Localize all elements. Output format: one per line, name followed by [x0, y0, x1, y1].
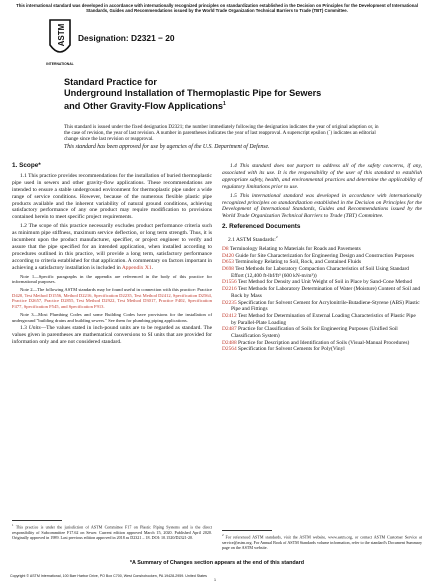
footnote-1: This practice is under the jurisdiction of ASTM Committee F17 on Plastic Piping Systems and is the direct responsibility of Subcommittee F17.62 on Sewer. Current edition approved March 15, 2020. Published April 2020. Originally approved in 1989. Last previous edition approved in 2018 as D2321 – 18. DOI: 10.1520/D2321-20. [12, 524, 213, 540]
reference-title: Test Methods for Laboratory Determination of Water (Moisture) Content of Soil and Rock by Mass [231, 286, 421, 299]
reference-item [222, 253, 422, 260]
reference-item [222, 313, 422, 326]
note-1: Note 1—Specific paragraphs in the appendix are referenced in the body of this practice for informational purposes. [12, 273, 212, 285]
reference-code-link[interactable]: D698 [222, 266, 234, 272]
reference-item [222, 259, 422, 266]
designation: Designation: D2321 − 20 [78, 33, 175, 43]
section-1-5: 1.5 This international standard was developed in accordance with internationally recognized principles on standardization established in the Decision on Principles for the Development of International Standards, Guides and Recommendations issued by the World Trade Organization Technical Barriers to Trade (TBT) Committee. [222, 192, 422, 220]
reference-item [222, 246, 422, 253]
astm-logo [48, 17, 72, 69]
svg-text:ASTM: ASTM [57, 23, 66, 47]
footnote-2: For referenced ASTM standards, visit the ASTM website, www.astm.org, or contact ASTM Customer Service at service@astm.org. For Annual Book of ASTM Standards volume information, refer to the standard's Document Summary page on the ASTM website. [222, 534, 422, 550]
approval-statement: This standard has been approved for use by agencies of the U.S. Department of Defense. [64, 144, 270, 150]
issuance-statement: This standard is issued under the fixed designation D2321; the number immediately following the designation indicates the year of original adoption or, in the case of revision, the year of last revision. A number in parentheses indicates the year of last reapproval. A superscript epsilon (´) indicates an editorial change since the last revision or reapproval. [64, 124, 379, 143]
footnote-divider-right [222, 530, 272, 531]
note-2-references[interactable]: D420, Test Method D1556, Method D2216, Specification D2235, Test Method D2412, Specification D2564, Practice D2657, Practice D2855, Test Method D2922, Test Method D3017, Practice F402, Specification F477, Specification F545, and Specification F913. [12, 292, 212, 310]
title-line-2: Underground Installation of Thermoplastic Pipe for Sewers [64, 88, 322, 98]
reference-title: Specification for Solvent Cements for Poly(Vinyl [238, 346, 345, 353]
reference-code-link[interactable]: D2564 [222, 346, 237, 353]
reference-title: Terminology Relating to Soil, Rock, and Contained Fluids [235, 259, 362, 266]
standards-notice: This international standard was developed in accordance with internationally recognized principles on standardization established in the Decision on Principles for the Development of International Standards, Guides and Recommendations issued by the World Trade Organization Technical Barriers to Trade (TBT) Committee. [16, 3, 418, 14]
section-1-3: 1.3 Units—The values stated in inch-pound units are to be regarded as standard. The values given in parentheses are mathematical conversions to SI units that are provided for information only and are not considered standard. [12, 325, 213, 346]
reference-code-link[interactable]: D2216 [222, 286, 237, 293]
reference-title: Test Method for Determination of External Loading Characteristics of Plastic Pipe by Parallel-Plate Loading [231, 312, 416, 326]
reference-code-link[interactable]: D8 [222, 245, 229, 252]
reference-code-link[interactable]: D653 [222, 259, 234, 266]
scope-heading: 1. Scope* [12, 162, 41, 169]
reference-item [222, 266, 422, 279]
footnote-divider [12, 520, 62, 521]
reference-title: Specification for Solvent Cement for Acrylonitrile-Butadiene-Styrene (ABS) Plastic Pipe and Fittings [231, 299, 420, 313]
referenced-documents-heading: 2. Referenced Documents [222, 223, 301, 231]
document-title [64, 77, 384, 112]
reference-code-link[interactable]: D420 [222, 252, 234, 259]
right-footnote: $^2$ For referenced ASTM standards, visit the ASTM website, www.astm.org, or contact ASTM Customer Service at service@astm.org. For Annual Book of ASTM Standards volume information, refer to the standard's Document Summary page on the ASTM website. [222, 530, 422, 550]
reference-code-link[interactable]: D2488 [222, 339, 237, 346]
reference-item [222, 346, 422, 353]
reference-title: Practice for Description and Identification of Soils (Visual-Manual Procedures) [238, 339, 410, 346]
reference-code-link[interactable]: D2487 [222, 326, 237, 333]
left-column [12, 163, 212, 348]
svg-text:INTERNATIONAL: INTERNATIONAL [46, 62, 74, 66]
section-1-1: 1.1 This practice provides recommendations for the installation of buried thermoplastic pipe used in sewers and other gravity-flow applications. These recommendations are intended to ensure a stable underground environment for thermoplastic pipe under a wide range of service conditions. However, because of the numerous flexible plastic pipe products available and the inherent variability of natural ground conditions, achieving satisfactory performance of any one product may require modification to provisions contained herein to meet specific project requirements. [12, 172, 212, 221]
reference-item [222, 300, 422, 313]
reference-code-link[interactable]: D1556 [222, 279, 237, 286]
reference-title: Terminology Relating to Materials for Roads and Pavements [229, 245, 361, 252]
reference-code-link[interactable]: D2412 [222, 312, 237, 319]
right-column [222, 163, 422, 353]
astm-standards-label: 2.1 ASTM Standards:$^2$ [228, 235, 278, 243]
page-number: 1 [214, 578, 216, 582]
note-3: Note 3—Most Plumbing Codes and some Building Codes have provisions for the installation of underground "building drains and building sewers." See them for plumbing piping applications. [12, 311, 212, 323]
reference-item [222, 326, 422, 339]
reference-item [222, 286, 422, 299]
reference-list [222, 246, 422, 353]
appendix-x1-link[interactable]: Appendix X1 [121, 264, 152, 271]
title-line-1: Standard Practice for [64, 77, 157, 87]
summary-of-changes-note: *A Summary of Changes section appears at the end of this standard [129, 560, 305, 566]
copyright-line: Copyright © ASTM International, 100 Barr Harbor Drive, PO Box C700, West Conshohocken, PA 19428-2959. United States [10, 574, 207, 578]
left-footnote: $^1$ This practice is under the jurisdiction of ASTM Committee F17 on Plastic Piping Systems and is the direct responsibility of Subcommittee F17.62 on Sewer. Current edition approved March 15, 2020. Published April 2020. Originally approved in 1989. Last previous edition approved in 2018 as D2321 – 18. DOI: 10.1520/D2321-20. [12, 520, 212, 540]
reference-title: Guide for Site Characterization for Engineering Design and Construction Purposes [235, 252, 414, 259]
reference-code-link[interactable]: D2235 [222, 299, 237, 306]
title-line-3: and Other Gravity-Flow Applications [64, 101, 223, 112]
reference-title: Test Method for Density and Unit Weight of Soil in Place by Sand-Cone Method [237, 279, 413, 286]
reference-title: Practice for Classification of Soils for Engineering Purposes (Unified Soil Classification System) [231, 326, 398, 340]
title-footnote-mark: 1 [222, 101, 226, 107]
section-1-4: 1.4 This standard does not purport to address all of the safety concerns, if any, associated with its use. It is the responsibility of the user of this standard to establish appropriate safety, health, and environmental practices and determine the applicability of regulatory limitations prior to use. [222, 163, 422, 190]
reference-title: Test Methods for Laboratory Compaction Characteristics of Soil Using Standard Effort (12,400 ft-lbf/ft³ (600 kN-m/m³)) [231, 266, 409, 279]
section-1-2: 1.2 The scope of this practice necessarily excludes product performance criteria such as minimum pipe stiffness, maximum service deflection, or long term strength. Thus, it is incumbent upon the product manufacturer, specifier, or project engineer to verify and assure that the pipe specified for an intended application, when installed according to procedures outlined in this practice, will provide a long term, satisfactory performance according to criteria established for that application. A commentary on factors important in achieving a satisfactory installation is included in Appendix X1. [12, 223, 212, 271]
note-2: Note 2—The following ASTM standards may be found useful in connection with this practice: Practice D420, Test Method D1556, Method D2216, Specification D2235, Test Method D2412, Specification D2564, Practice D2657, Practice D2855, Test Method D2922, Test Method D3017, Practice F402, Specification F477, Specification F545, and Specification F913. [12, 287, 212, 310]
